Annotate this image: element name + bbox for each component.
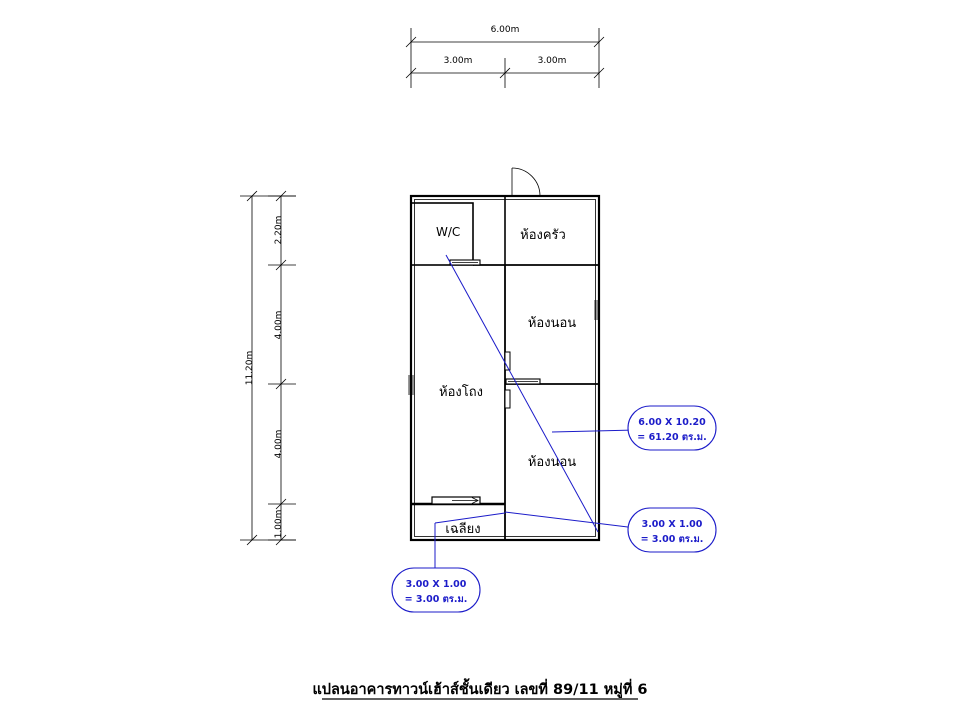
callout-rear-area-line1: 3.00 X 1.00 (641, 519, 703, 530)
callout-front-area-line1: 3.00 X 1.00 (405, 579, 467, 590)
callout-main-area (628, 406, 716, 450)
left-segment-3-label: 4.00m (274, 429, 284, 459)
room-label-bedroom-upper: ห้องนอน (527, 316, 577, 331)
left-overall-dimension-label: 11.20m (245, 350, 255, 386)
left-segment-1-label: 2.20m (274, 215, 284, 245)
drawing-title-text: แปลนอาคารทาวน์เฮ้าส์ชั้นเดียว เลขที่ 89/11 หมู่ที่ 6 (312, 682, 648, 698)
top-overall-dimension-label: 6.00m (490, 25, 520, 35)
callout-rear-area (628, 508, 716, 552)
callout-rear-area-line2: = 3.00 ตร.ม. (640, 534, 704, 545)
left-segment-4-label: 1.00m (274, 509, 284, 539)
room-label-hall: ห้องโถง (439, 385, 483, 400)
callout-main-area-line2: = 61.20 ตร.ม. (637, 432, 707, 443)
callout-main-area-line1: 6.00 X 10.20 (638, 417, 706, 428)
room-label-wc: W/C (436, 225, 461, 239)
left-segment-2-label: 4.00m (274, 310, 284, 340)
door-symbols (409, 168, 599, 504)
callout-front-area-line2: = 3.00 ตร.ม. (404, 594, 468, 605)
top-left-bay-dimension-label: 3.00m (443, 56, 473, 66)
drawing-title (312, 678, 647, 699)
callout-front-area (392, 568, 480, 612)
top-dimension-chain (406, 25, 604, 88)
room-label-kitchen: ห้องครัว (520, 228, 566, 243)
room-label-terrace: เฉลียง (445, 522, 481, 537)
left-dimension-chain (240, 191, 296, 545)
top-right-bay-dimension-label: 3.00m (537, 56, 567, 66)
room-label-bedroom-lower: ห้องนอน (527, 455, 577, 470)
